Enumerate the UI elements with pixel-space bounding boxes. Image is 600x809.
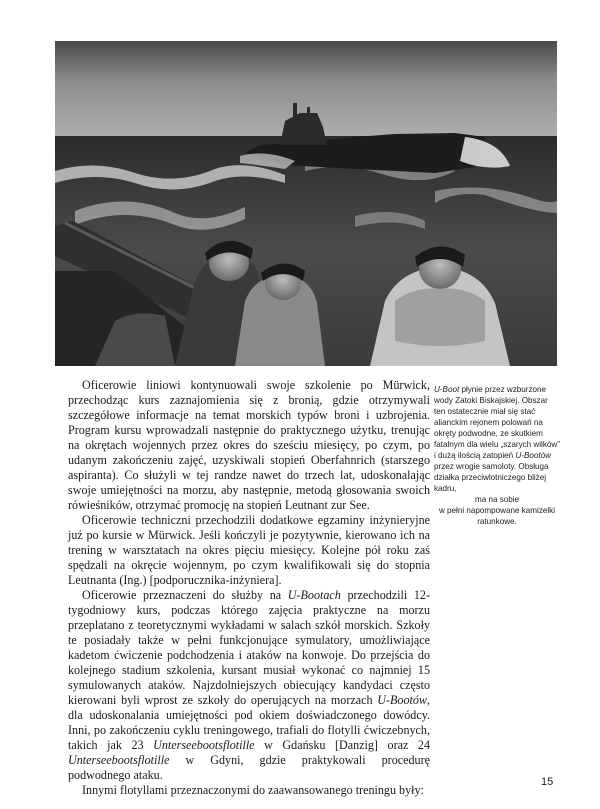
body-text [68, 378, 430, 798]
caption-text: U-Boot płynie przez wzburzone wody Zatoki Biskajskiej. Obszar ten ostatecznie miał się stać alianckim rejonem polowań na okręty podwodne, ze skutkiem fatalnym dla wielu „szarych wilków” i dużą ilością zatopień U-Bootów przez wrogie samoloty. Obsługa działka przeciwlotniczego bliżej kadru, [434, 385, 560, 493]
photo-illustration [55, 41, 557, 366]
paragraph-2: Oficerowie techniczni przechodzili dodatkowe egzaminy inżynieryjne już po kursie w Mürwick. Jeśli kończyli je pozytywnie, kierowano ich na trening w warsztatach na okres pięciu miesięcy. Kolejne pół roku zaś spędzali na okręcie wojennym, po czym kwalifikowali się do stopnia Leutnanta (Ing.) [podporucznika-inżyniera]. [68, 513, 430, 587]
paragraph-3: Oficerowie przeznaczeni do służby na U-Bootach przechodzili 12-tygodniowy kurs, podczas którego zajęcia praktyczne na morzu przeplatano z teoretycznymi wykładami w salach szkół morskich. Szkoły te posiadały także w pełni funkcjonujące symulatory, umożliwiające kadetom ćwiczenie podchodzenia i ataków na konwoje. Do przejścia do kolejnego stadium szkolenia, kursant musiał wykonać co najmniej 15 symulowanych ataków. Najzdolniejszych obiecujący kandydaci często kierowani byli wprost ze szkoły do operujących na morzach U-Bootów, dla udoskonalania umiejętności pod okiem doświadczonego dowódcy. Inni, po zakończeniu cyklu treningowego, trafiali do flotylli ćwiczebnych, takich jak 23 Unterseebootsflotille w Gdańsku [Danzig] oraz 24 Unterseebootsflotille w Gdyni, gdzie praktykowali procedurę podwodnego ataku. [68, 588, 431, 782]
page-number: 15 [541, 776, 554, 788]
caption-line-4: w pełni napompowane kamizelki ratunkowe. [438, 506, 556, 526]
photo-caption [434, 384, 560, 527]
paragraph-1: Oficerowie liniowi kontynuowali swoje szkolenie po Mürwick, przechodząc kurs zaznajomienia się z bronią, gdzie otrzymywali szczegółowe informacje na temat morskich typów broni i uzbrojenia. Program kursu wprowadzali następnie do praktycznego użytku, trenując na okrętach wojennych przez okres do sześciu miesięcy, po czym, po udanym zakończeniu zajęć, uzyskiwali stopień Oberfahnrich (starszego aspiranta). Co służyli w tej randze nawet do trzech lat, udoskonalając swoje umiejętności na morzu, aby następnie, metodą głosowania swoich rówieśników, otrzymać promocję na stopień Leutnant zur See. [68, 378, 430, 512]
caption-line-3: ma na sobie [474, 495, 520, 504]
paragraph-4: Innymi flotyllami przeznaczonymi do zaawansowanego treningu były: [82, 783, 424, 797]
photo-submarine-bay-of-biscay [55, 41, 557, 366]
